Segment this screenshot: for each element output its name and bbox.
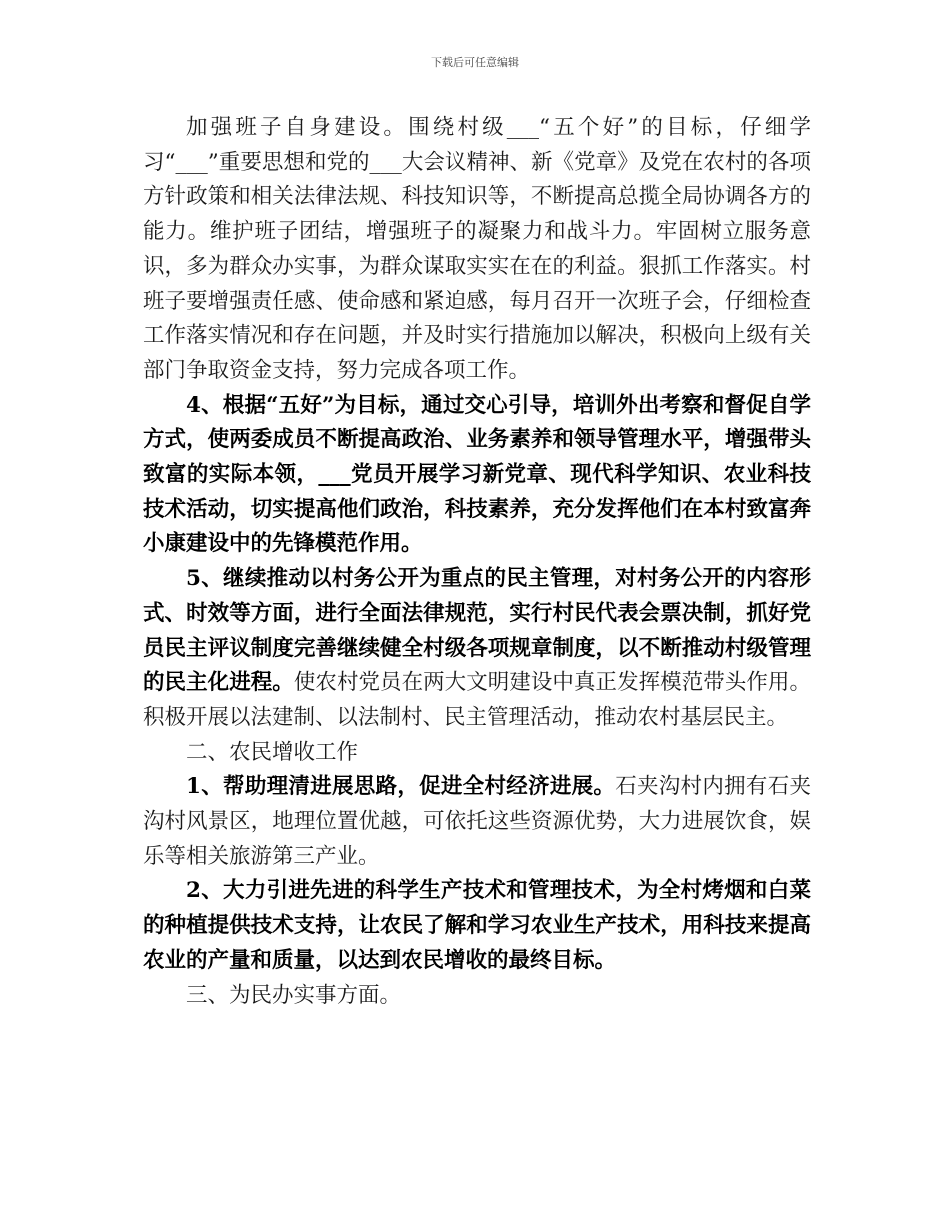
paragraph-text: 石夹沟村内拥有石夹沟村风景区，地理位置优越，可依托这些资源优势，大力进展饮食，娱乐等相关旅游第三产业。 [143, 774, 811, 869]
paragraph-text: 加强班子自身建设。围绕村级___“五个好”的目标，仔细学习“___”重要思想和党的___大会议精神、新《党章》及党在农村的各项方针政策和相关法律法规、科技知识等，不断提高总揽全局协调各方的能力。维护班子团结，增强班子的凝聚力和战斗力。牢固树立服务意识，多为群众办实事，为群众谋取实实在在的利益。狠抓工作落实。村班子要增强责任感、使命感和紧迫感，每月召开一次班子会，仔细检查工作落实情况和存在问题，并及时实行措施加以解决，积极向上级有关部门争取资金支持，努力完成各项工作。 [143, 115, 811, 383]
paragraph-text: 使农村党员在两大文明建设中真正发挥模范带头作用。积极开展以法建制、以法制村、民主管理活动，推动农村基层民主。 [143, 670, 811, 730]
header-note: 下载后可任意编辑 [431, 56, 519, 69]
paragraph-income-item-2 [143, 874, 811, 978]
paragraph-item-5 [143, 562, 811, 736]
paragraph-bold-text: 2、大力引进先进的科学生产技术和管理技术，为全村烤烟和白菜的种植提供技术支持，让农民了解和学习农业生产技术，用科技来提高农业的产量和质量，以达到农民增收的最终目标。 [143, 878, 811, 973]
section-heading-practical-matters [143, 979, 811, 1014]
paragraph-item-4 [143, 389, 811, 563]
paragraph-income-item-1 [143, 770, 811, 874]
paragraph-bold-text: 5、继续推动以村务公开为重点的民主管理，对村务公开的内容形式、时效等方面，进行全面法律规范，实行村民代表会票决制，抓好党员民主评议制度完善继续健全村级各项规章制度，以不断推动村级管理的民主化进程。 [143, 566, 811, 696]
paragraph-team-building [143, 111, 811, 389]
paragraph-bold-text: 1、帮助理清进展思路，促进全村经济进展。 [186, 774, 616, 800]
section-heading-farmer-income [143, 736, 811, 771]
paragraph-text: 三、为民办实事方面。 [186, 982, 402, 1008]
paragraph-text: 二、农民增收工作 [186, 739, 359, 765]
document-body [143, 111, 811, 1013]
paragraph-bold-text: 4、根据“五好”为目标，通过交心引导，培训外出考察和督促自学方式，使两委成员不断提高政治、业务素养和领导管理水平，增强带头致富的实际本领，___党员开展学习新党章、现代科学知识、农业科技技术活动，切实提高他们政治，科技素养，充分发挥他们在本村致富奔小康建设中的先锋模范作用。 [143, 392, 811, 557]
